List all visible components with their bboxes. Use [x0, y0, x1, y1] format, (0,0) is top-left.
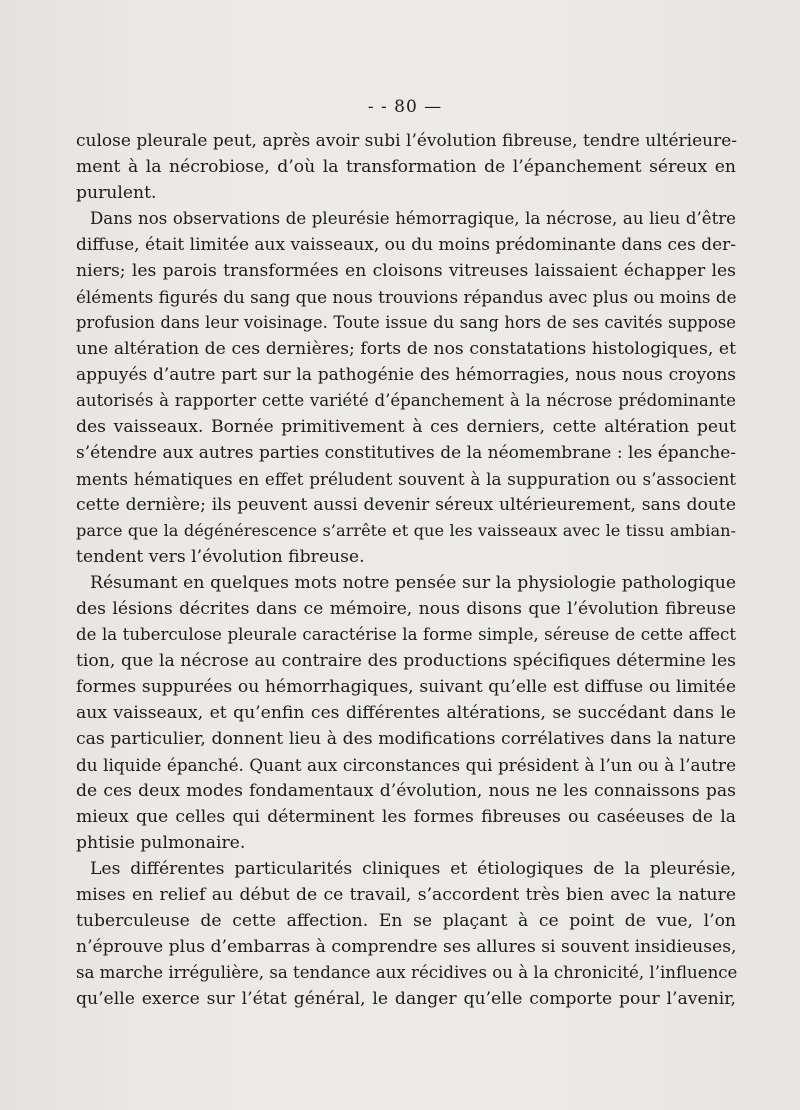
text-line: mises en relief au début de ce travail, s’accordent très bien avec la nature [76, 885, 736, 905]
text-line: phtisie pulmonaire. [76, 833, 246, 853]
text-line: ment à la nécrobiose, d’où la transformation de l’épanchement séreux en [76, 157, 736, 177]
text-line: ments hématiques en effet préludent souvent à la suppuration ou s’associent [76, 469, 736, 489]
text-line: éléments figurés du sang que nous trouvions répandus avec plus ou moins de [76, 287, 737, 307]
text-line: tendent vers l’évolution fibreuse. [76, 547, 365, 567]
text-line: formes suppurées ou hémorrhagiques, suivant qu’elle est diffuse ou limitée [76, 677, 736, 697]
text-line: qu’elle exerce sur l’état général, le danger qu’elle comporte pour l’avenir, [76, 989, 736, 1009]
text-line: mieux que celles qui déterminent les formes fibreuses ou caséeuses de la [76, 807, 736, 827]
text-line: diffuse, était limitée aux vaisseaux, ou du moins prédominante dans ces der- [76, 235, 737, 255]
text-line: tuberculeuse de cette affection. En se plaçant à ce point de vue, l’on [76, 911, 736, 931]
text-line: appuyés d’autre part sur la pathogénie des hémorragies, nous nous croyons [76, 365, 736, 385]
text-line: de la tuberculose pleurale caractérise la forme simple, séreuse de cette affect [76, 625, 736, 644]
text-line: de ces deux modes fondamentaux d’évolution, nous ne les connaissons pas [76, 781, 736, 801]
text-line: Les différentes particularités cliniques et étiologiques de la pleurésie, [90, 859, 736, 879]
text-line: cette dernière; ils peuvent aussi devenir séreux ultérieurement, sans doute [76, 495, 736, 515]
text-line: niers; les parois transformées en cloisons vitreuses laissaient échapper les [76, 261, 736, 281]
text-line: n’éprouve plus d’embarras à comprendre ses allures si souvent insidieuses, [76, 937, 737, 957]
text-line: du liquide épanché. Quant aux circonstances qui président à l’un ou à l’autre [76, 755, 736, 775]
text-line: culose pleurale peut, après avoir subi l’évolution fibreuse, tendre ultérieure- [76, 131, 738, 151]
text-line: parce que la dégénérescence s’arrête et que les vaisseaux avec le tissu ambian- [76, 521, 736, 540]
text-line: aux vaisseaux, et qu’enfin ces différentes altérations, se succédant dans le [76, 703, 736, 723]
text-line: profusion dans leur voisinage. Toute issue du sang hors de ses cavités suppose [76, 313, 736, 332]
text-line: tion, que la nécrose au contraire des productions spécifiques détermine les [76, 651, 736, 671]
text-line: des lésions décrites dans ce mémoire, nous disons que l’évolution fibreuse [76, 599, 736, 619]
text-line: Dans nos observations de pleurésie hémorragique, la nécrose, au lieu d’être [90, 209, 736, 228]
page-number: - - 80 — [367, 97, 443, 117]
text-line: cas particulier, donnent lieu à des modifications corrélatives dans la nature [76, 729, 736, 749]
text-line: autorisés à rapporter cette variété d’épanchement à la nécrose prédominante [76, 391, 736, 410]
text-line: des vaisseaux. Bornée primitivement à ces derniers, cette altération peut [76, 417, 736, 437]
text-line: sa marche irrégulière, sa tendance aux récidives ou à la chronicité, l’influence [76, 963, 738, 982]
text-line: purulent. [76, 183, 157, 203]
body-text [76, 128, 736, 1012]
text-line: une altération de ces dernières; forts de nos constatations histologiques, et [76, 339, 736, 359]
text-line: s’étendre aux autres parties constitutives de la néomembrane : les épanche- [76, 443, 736, 463]
text-line: Résumant en quelques mots notre pensée sur la physiologie pathologique [90, 573, 736, 593]
